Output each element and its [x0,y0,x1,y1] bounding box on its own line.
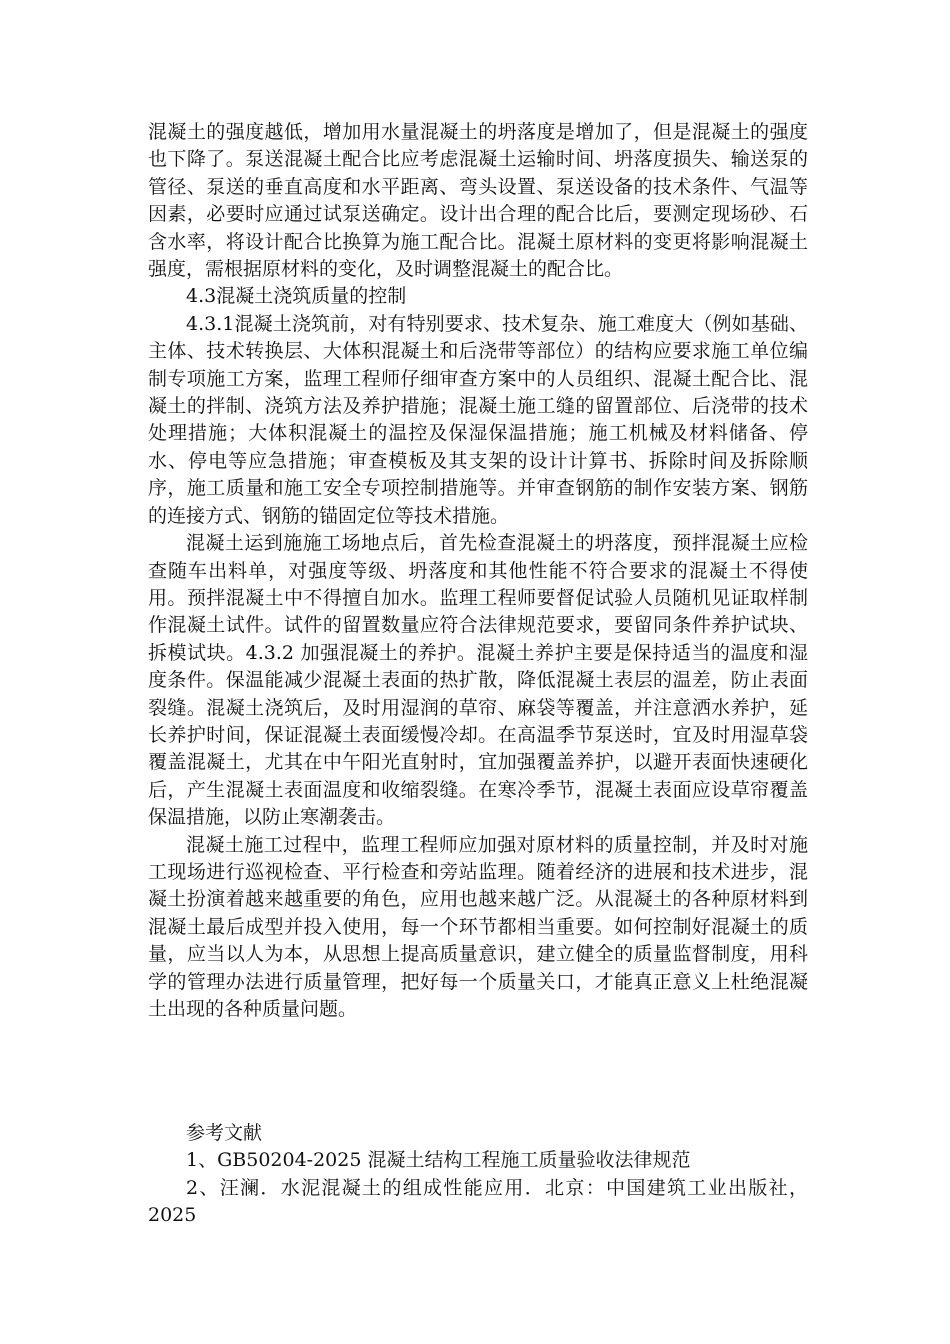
references-section [148,1120,808,1230]
reference-item-2: 2、汪澜．水泥混凝土的组成性能应用．北京：中国建筑工业出版社，2025 [148,1176,808,1227]
body-text [148,119,808,1023]
paragraph-slump-and-curing: 混凝土运到施施工场地点后，首先检查混凝土的坍落度，预拌混凝土应检查随车出料单，对强度等级、坍落度和其他性能不符合要求的混凝土不得使用。预拌混凝土中不得擅自加水。监理工程师要督促试验人员随机见证取样制作混凝土试件。试件的留置数量应符合法律规范要求，要留同条件养护试块、拆模试块。4.3.2 加强混凝土的养护。混凝土养护主要是保持适当的温度和湿度条件。保温能减少混凝土表面的热扩散，降低混凝土表层的温差，防止表面裂缝。混凝土浇筑后，及时用湿润的草帘、麻袋等覆盖，并注意洒水养护，延长养护时间，保证混凝土表面缓慢冷却。在高温季节泵送时，宜及时用湿草袋覆盖混凝土，尤其在中午阳光直射时，宜加强覆盖养护，以避开表面快速硬化后，产生混凝土表面温度和收缩裂缝。在寒冷季节，混凝土表面应设草帘覆盖保温措施，以防止寒潮袭击。 [148,532,808,829]
paragraph-4-3-1: 4.3.1混凝土浇筑前，对有特别要求、技术复杂、施工难度大（例如基础、主体、技术转换层、大体积混凝土和后浇带等部位）的结构应要求施工单位编制专项施工方案，监理工程师仔细审查方案中的人员组织、混凝土配合比、混凝土的拌制、浇筑方法及养护措施；混凝土施工缝的留置部位、后浇带的技术处理措施；大体积混凝土的温控及保湿保温措施；施工机械及材料储备、停水、停电等应急措施；审查模板及其支架的设计计算书、拆除时间及拆除顺序，施工质量和施工安全专项控制措施等。并审查钢筋的制作安装方案、钢筋的连接方式、钢筋的锚固定位等技术措施。 [148,312,808,527]
paragraph-mix-design: 混凝土的强度越低，增加用水量混凝土的坍落度是增加了，但是混凝土的强度也下降了。泵送混凝土配合比应考虑混凝土运输时间、坍落度损失、输送泵的管径、泵送的垂直高度和水平距离、弯头设置、泵送设备的技术条件、气温等因素，必要时应通过试泵送确定。设计出合理的配合比后，要测定现场砂、石含水率，将设计配合比换算为施工配合比。混凝土原材料的变更将影响混凝土强度，需根据原材料的变化，及时调整混凝土的配合比。 [148,121,808,281]
references-heading: 参考文献 [186,1122,263,1144]
paragraph-conclusion: 混凝土施工过程中，监理工程师应加强对原材料的质量控制，并及时对施工现场进行巡视检查、平行检查和旁站监理。随着经济的进展和技术进步，混凝土扮演着越来越重要的角色，应用也越来越广泛。从混凝土的各种原材料到混凝土最后成型并投入使用，每一个环节都相当重要。如何控制好混凝土的质量，应当以人为本，从思想上提高质量意识，建立健全的质量监督制度，用科学的管理办法进行质量管理，把好每一个质量关口，才能真正意义上杜绝混凝土出现的各种质量问题。 [148,833,808,1020]
reference-item-1: 1、GB50204-2025 混凝土结构工程施工质量验收法律规范 [186,1149,691,1172]
section-heading-4-3: 4.3混凝土浇筑质量的控制 [186,285,407,308]
